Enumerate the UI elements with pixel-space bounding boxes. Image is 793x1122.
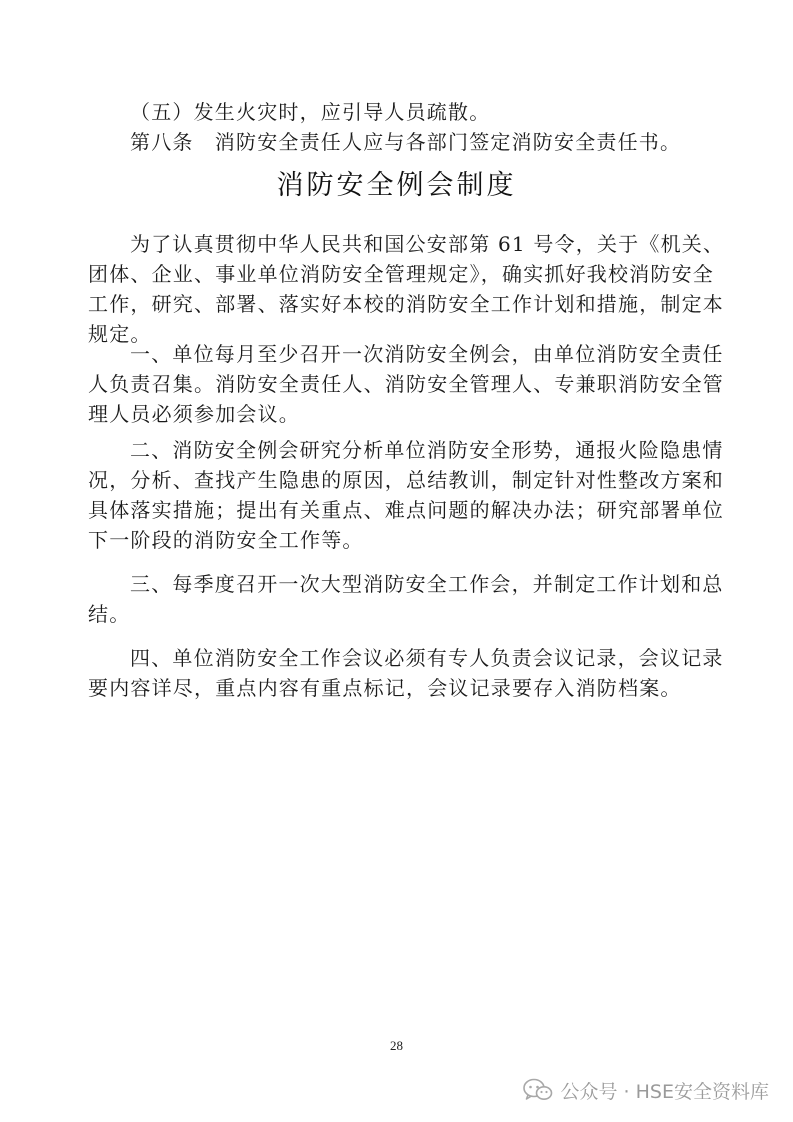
doc-line: 一、单位每月至少召开一次消防安全例会，由单位消防安全责任: [130, 342, 724, 366]
doc-line: 人负责召集。消防安全责任人、消防安全管理人、专兼职消防安全管: [88, 372, 724, 396]
doc-line: 团体、企业、事业单位消防安全管理规定》，确实抓好我校消防安全: [88, 262, 714, 286]
doc-line: 具体落实措施；提出有关重点、难点问题的解决办法；研究部署单位: [88, 498, 724, 522]
doc-line: 第八条 消防安全责任人应与各部门签定消防安全责任书。: [130, 130, 682, 154]
watermark-text: 公众号 · HSE安全资料库: [560, 1080, 769, 1103]
doc-line: 二、消防安全例会研究分析单位消防安全形势，通报火险隐患情: [130, 438, 724, 462]
doc-line: 下一阶段的消防安全工作等。: [88, 528, 364, 552]
page-number: 28: [390, 1038, 403, 1053]
wechat-icon: [523, 1078, 553, 1102]
doc-line: 四、单位消防安全工作会议必须有专人负责会议记录，会议记录: [130, 646, 724, 670]
doc-line: 规定。: [88, 322, 152, 346]
watermark: [523, 1075, 769, 1105]
doc-line: 理人员必须参加会议。: [88, 402, 300, 426]
doc-line: 为了认真贯彻中华人民共和国公安部第 61 号令，关于《机关、: [130, 232, 725, 256]
doc-line: 况，分析、查找产生隐患的原因，总结教训，制定针对性整改方案和: [88, 468, 724, 492]
doc-line: 结。: [88, 602, 131, 626]
doc-line: （五）发生火灾时，应引导人员疏散。: [130, 100, 491, 124]
doc-line: 要内容详尽，重点内容有重点标记，会议记录要存入消防档案。: [88, 676, 682, 700]
doc-line: 工作，研究、部署、落实好本校的消防安全工作计划和措施，制定本: [88, 292, 724, 316]
section-title: 消防安全例会制度: [276, 170, 517, 201]
doc-line: 三、每季度召开一次大型消防安全工作会，并制定工作计划和总: [130, 572, 724, 596]
